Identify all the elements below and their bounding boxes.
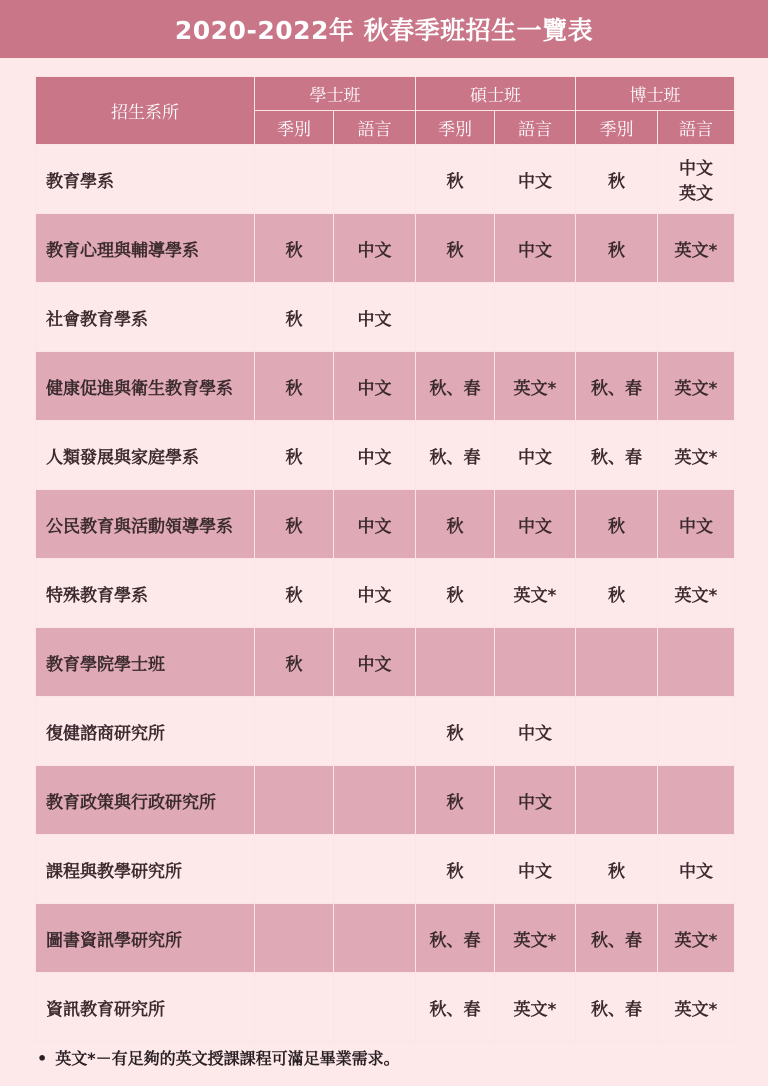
language-cell: 英文* xyxy=(495,973,576,1042)
dept-name-cell: 教育心理與輔導學系 xyxy=(36,214,255,283)
season-cell: 秋、春 xyxy=(576,352,658,421)
season-cell: 秋 xyxy=(416,214,495,283)
header-sub: 季別 xyxy=(576,111,658,145)
season-cell: 秋 xyxy=(416,697,495,766)
season-cell: 秋 xyxy=(576,835,658,904)
header-sub: 語言 xyxy=(658,111,735,145)
language-cell: 中文 xyxy=(334,214,416,283)
table-row xyxy=(36,766,735,835)
language-cell: 英文* xyxy=(658,904,735,973)
season-cell: 秋、春 xyxy=(576,973,658,1042)
language-cell: 中文 xyxy=(495,214,576,283)
language-cell xyxy=(334,973,416,1042)
header-sub: 季別 xyxy=(416,111,495,145)
table-row xyxy=(36,421,735,490)
season-cell: 秋 xyxy=(416,766,495,835)
language-cell: 中文 xyxy=(495,421,576,490)
dept-name-cell: 公民教育與活動領導學系 xyxy=(36,490,255,559)
dept-name-cell: 課程與教學研究所 xyxy=(36,835,255,904)
season-cell: 秋 xyxy=(416,559,495,628)
header-bachelor: 學士班 xyxy=(255,77,416,111)
table-body xyxy=(36,145,735,1042)
language-cell: 中文 xyxy=(495,145,576,214)
dept-name-cell: 社會教育學系 xyxy=(36,283,255,352)
season-cell: 秋 xyxy=(416,835,495,904)
season-cell xyxy=(576,766,658,835)
footnote-text: 英文*－有足夠的英文授課課程可滿足畢業需求。 xyxy=(55,1049,400,1068)
season-cell: 秋 xyxy=(255,421,334,490)
season-cell: 秋 xyxy=(416,145,495,214)
table-row xyxy=(36,490,735,559)
language-cell: 中文 xyxy=(495,766,576,835)
title-bar xyxy=(0,0,768,58)
season-cell xyxy=(576,697,658,766)
season-cell: 秋、春 xyxy=(576,421,658,490)
season-cell xyxy=(576,283,658,352)
dept-name-cell: 特殊教育學系 xyxy=(36,559,255,628)
language-cell xyxy=(334,904,416,973)
dept-name-cell: 教育學系 xyxy=(36,145,255,214)
language-cell: 中文 xyxy=(495,490,576,559)
language-cell: 中文 xyxy=(658,490,735,559)
season-cell xyxy=(255,145,334,214)
season-cell: 秋、春 xyxy=(416,421,495,490)
header-master: 碩士班 xyxy=(416,77,576,111)
table-row xyxy=(36,628,735,697)
language-cell xyxy=(334,766,416,835)
dept-name-cell: 健康促進與衛生教育學系 xyxy=(36,352,255,421)
header-row-groups xyxy=(36,77,735,111)
table-row xyxy=(36,835,735,904)
dept-name-cell: 教育學院學士班 xyxy=(36,628,255,697)
season-cell xyxy=(416,283,495,352)
table-row xyxy=(36,283,735,352)
header-sub: 季別 xyxy=(255,111,334,145)
season-cell: 秋 xyxy=(255,559,334,628)
season-cell: 秋、春 xyxy=(416,352,495,421)
header-doctoral: 博士班 xyxy=(576,77,735,111)
table-row xyxy=(36,214,735,283)
season-cell: 秋、春 xyxy=(576,904,658,973)
table-row xyxy=(36,697,735,766)
season-cell: 秋 xyxy=(576,214,658,283)
language-cell: 中文 xyxy=(334,490,416,559)
table-row xyxy=(36,145,735,214)
season-cell xyxy=(255,766,334,835)
language-cell: 英文* xyxy=(495,352,576,421)
page-title: 2020-2022年 秋春季班招生一覽表 xyxy=(174,16,594,45)
season-cell: 秋 xyxy=(255,214,334,283)
season-cell xyxy=(255,904,334,973)
language-cell: 中文 xyxy=(658,835,735,904)
header-sub: 語言 xyxy=(334,111,416,145)
language-cell xyxy=(658,628,735,697)
season-cell xyxy=(255,973,334,1042)
language-cell: 中文 xyxy=(495,835,576,904)
footnote xyxy=(37,1046,400,1069)
language-cell: 中文 英文 xyxy=(658,145,735,214)
table-row xyxy=(36,352,735,421)
dept-name-cell: 圖書資訊學研究所 xyxy=(36,904,255,973)
language-cell xyxy=(334,835,416,904)
season-cell: 秋、春 xyxy=(416,973,495,1042)
language-cell xyxy=(658,766,735,835)
language-cell: 英文* xyxy=(495,559,576,628)
language-cell xyxy=(495,283,576,352)
season-cell xyxy=(576,628,658,697)
language-cell xyxy=(658,697,735,766)
dept-name-cell: 人類發展與家庭學系 xyxy=(36,421,255,490)
language-cell: 英文* xyxy=(495,904,576,973)
season-cell: 秋 xyxy=(416,490,495,559)
language-cell: 中文 xyxy=(334,559,416,628)
season-cell: 秋 xyxy=(255,628,334,697)
dept-name-cell: 教育政策與行政研究所 xyxy=(36,766,255,835)
season-cell xyxy=(255,697,334,766)
season-cell xyxy=(416,628,495,697)
season-cell xyxy=(255,835,334,904)
dept-name-cell: 資訊教育研究所 xyxy=(36,973,255,1042)
season-cell: 秋 xyxy=(576,145,658,214)
language-cell: 英文* xyxy=(658,559,735,628)
table-row xyxy=(36,973,735,1042)
header-dept: 招生系所 xyxy=(36,77,255,145)
season-cell: 秋、春 xyxy=(416,904,495,973)
language-cell: 中文 xyxy=(495,697,576,766)
language-cell: 英文* xyxy=(658,973,735,1042)
season-cell: 秋 xyxy=(576,490,658,559)
language-cell: 中文 xyxy=(334,352,416,421)
dept-name-cell: 復健諮商研究所 xyxy=(36,697,255,766)
language-cell xyxy=(334,697,416,766)
language-cell: 英文* xyxy=(658,352,735,421)
language-cell xyxy=(334,145,416,214)
season-cell: 秋 xyxy=(255,283,334,352)
language-cell: 英文* xyxy=(658,421,735,490)
admissions-table xyxy=(35,76,735,1042)
language-cell: 中文 xyxy=(334,628,416,697)
header-sub: 語言 xyxy=(495,111,576,145)
language-cell: 中文 xyxy=(334,421,416,490)
language-cell: 英文* xyxy=(658,214,735,283)
season-cell: 秋 xyxy=(255,490,334,559)
season-cell: 秋 xyxy=(255,352,334,421)
table-row xyxy=(36,904,735,973)
table-row xyxy=(36,559,735,628)
language-cell: 中文 xyxy=(334,283,416,352)
season-cell: 秋 xyxy=(576,559,658,628)
language-cell xyxy=(658,283,735,352)
language-cell xyxy=(495,628,576,697)
footnote-bullet: • xyxy=(37,1049,48,1068)
